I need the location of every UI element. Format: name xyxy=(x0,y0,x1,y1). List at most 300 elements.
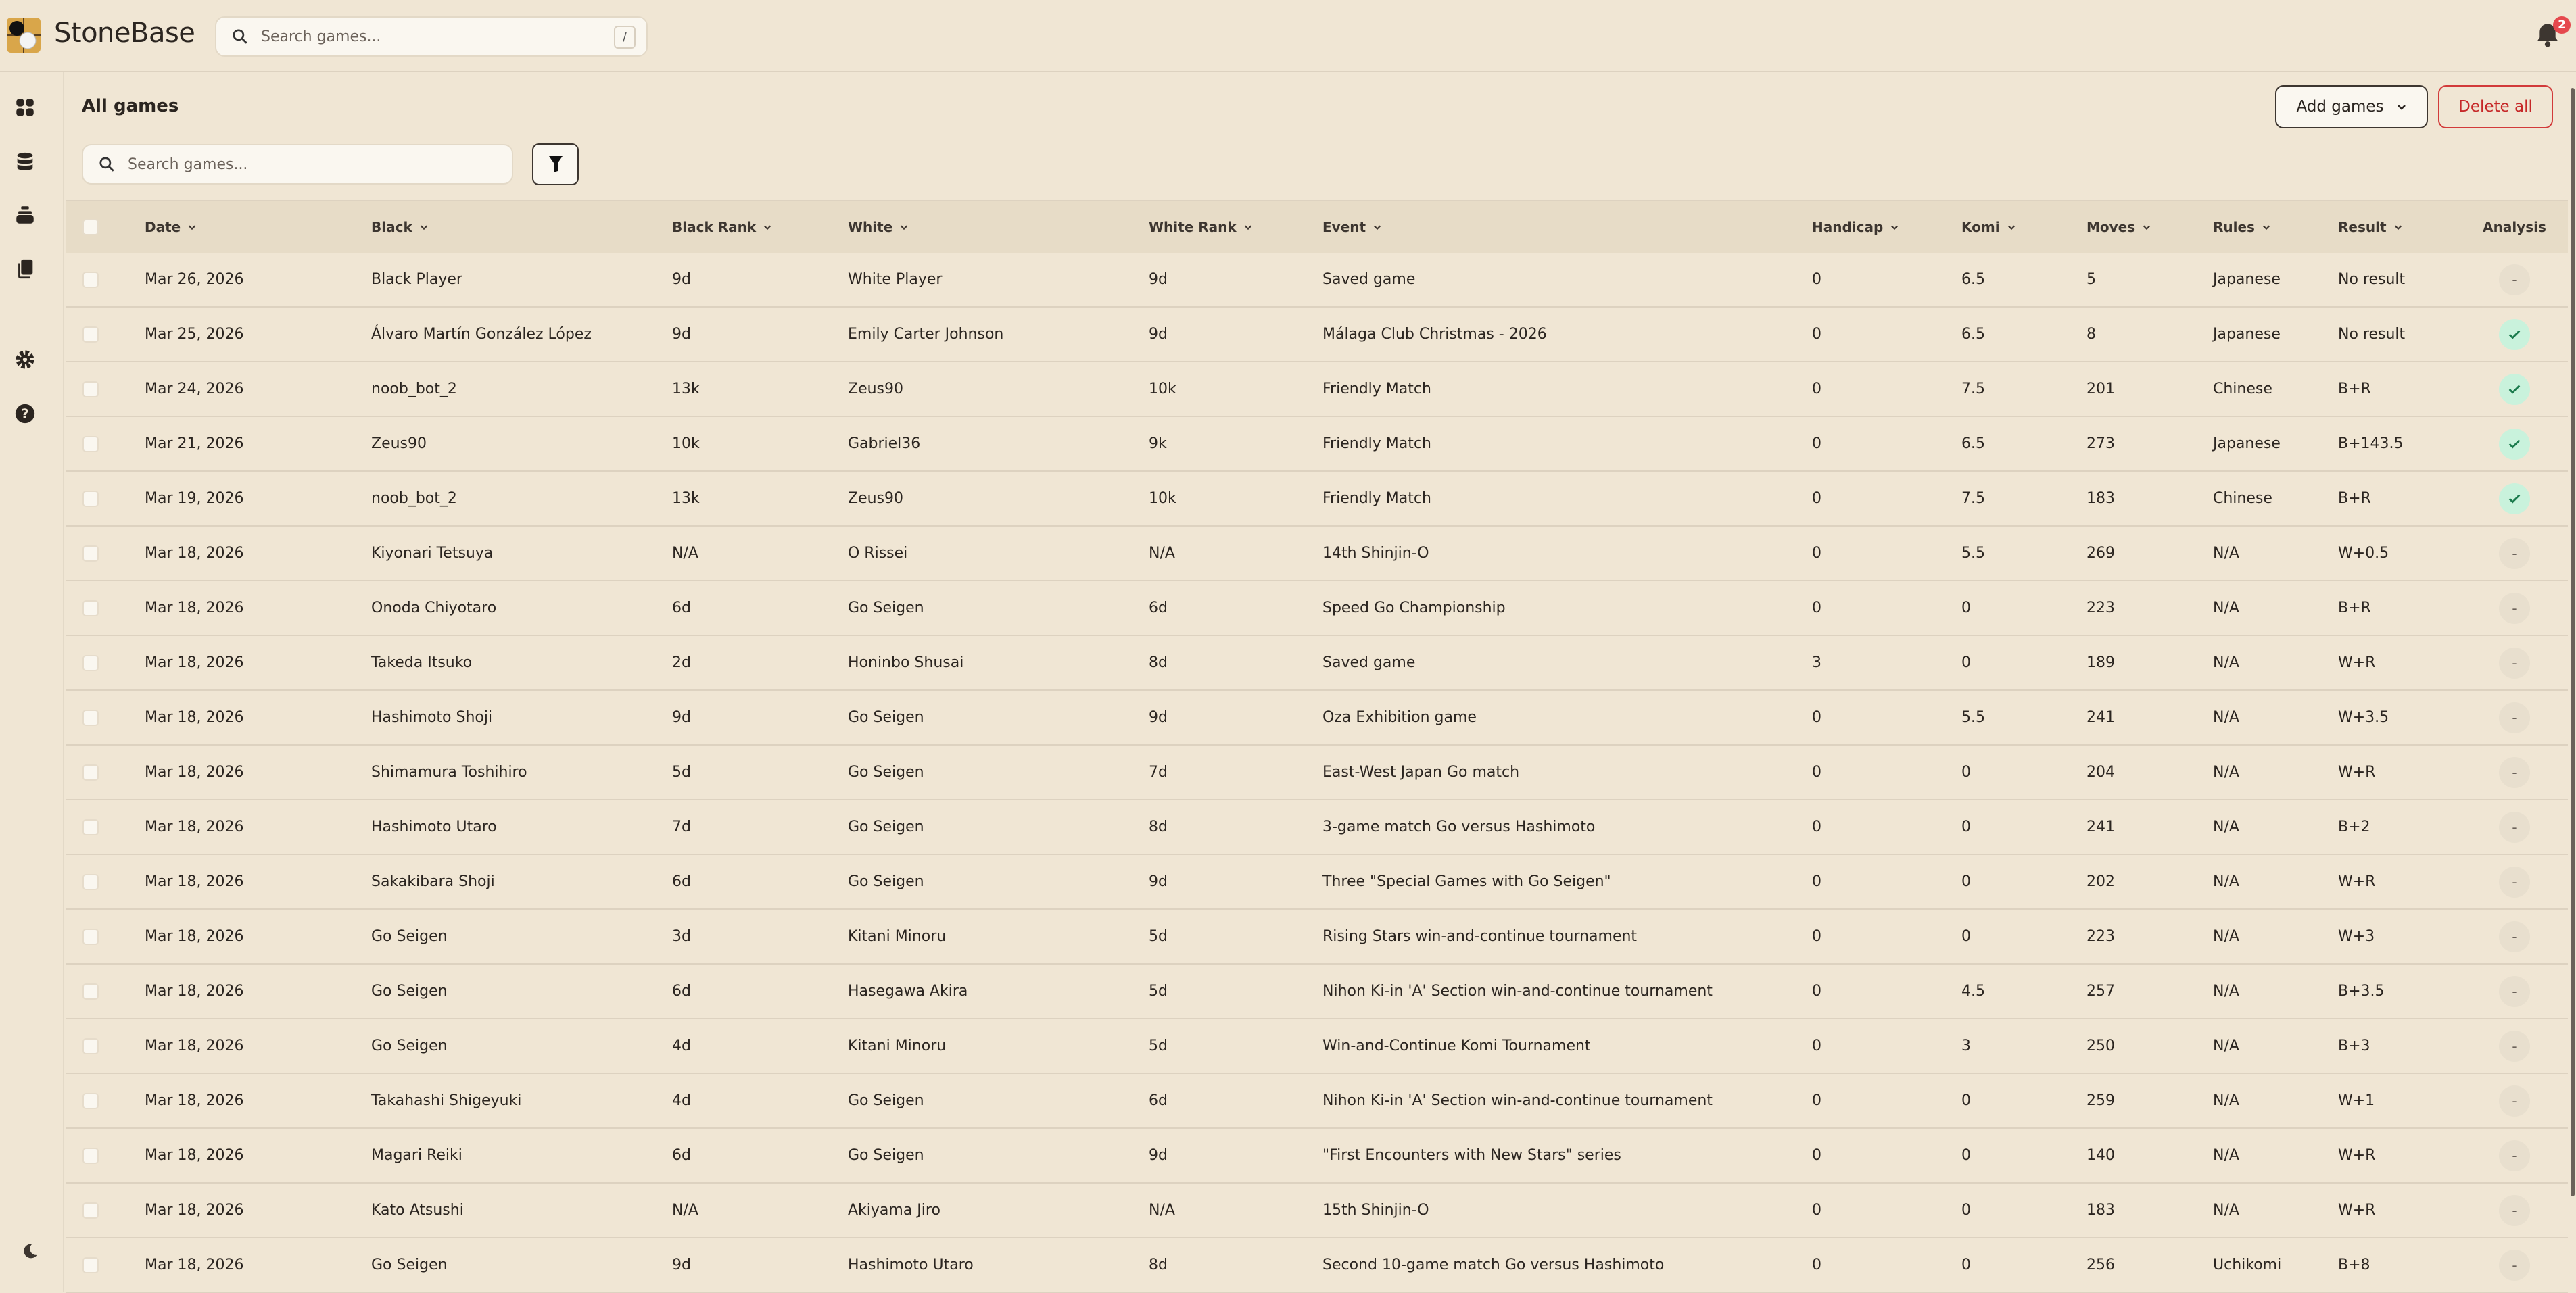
row-checkbox[interactable] xyxy=(82,1148,99,1164)
cell-black: Magari Reiki xyxy=(371,1147,462,1164)
cell-black-rank: 9d xyxy=(672,271,691,288)
cell-rules: Japanese xyxy=(2213,326,2281,343)
row-checkbox[interactable] xyxy=(82,929,99,945)
cell-white-rank: N/A xyxy=(1149,545,1175,562)
table-row[interactable] xyxy=(66,417,2568,472)
cell-white-rank: 5d xyxy=(1149,1038,1168,1054)
column-header-komi[interactable] xyxy=(1961,219,2086,235)
cell-black-rank: 6d xyxy=(672,873,691,890)
analysis-none-badge: - xyxy=(2499,867,2530,898)
cell-black: Takahashi Shigeyuki xyxy=(371,1092,522,1109)
cell-result: B+8 xyxy=(2338,1257,2370,1273)
row-checkbox[interactable] xyxy=(82,710,99,726)
column-header-black[interactable] xyxy=(371,219,672,235)
cell-rules: Chinese xyxy=(2213,490,2272,507)
cell-date: Mar 18, 2026 xyxy=(145,819,244,835)
cell-black: Go Seigen xyxy=(371,928,448,945)
cell-white: Zeus90 xyxy=(848,381,904,397)
cell-black: noob_bot_2 xyxy=(371,490,457,507)
cell-komi: 5.5 xyxy=(1961,709,1985,726)
column-header-moves[interactable] xyxy=(2086,219,2213,235)
cell-event: Win-and-Continue Komi Tournament xyxy=(1322,1038,1591,1054)
cell-white: Hasegawa Akira xyxy=(848,983,968,1000)
cell-white-rank: 10k xyxy=(1149,381,1176,397)
check-icon xyxy=(2507,382,2522,397)
cell-white: Go Seigen xyxy=(848,764,924,781)
cell-black: Onoda Chiyotaro xyxy=(371,600,497,616)
games-search-input[interactable] xyxy=(128,156,512,173)
cell-result: W+3.5 xyxy=(2338,709,2389,726)
cell-handicap: 0 xyxy=(1812,600,1821,616)
cell-moves: 273 xyxy=(2086,435,2115,452)
cell-handicap: 0 xyxy=(1812,928,1821,945)
table-row[interactable] xyxy=(66,1184,2568,1238)
cell-black-rank: 9d xyxy=(672,1257,691,1273)
cell-event: Friendly Match xyxy=(1322,490,1431,507)
cell-white: O Rissei xyxy=(848,545,908,562)
cell-rules: N/A xyxy=(2213,600,2239,616)
row-checkbox[interactable] xyxy=(82,983,99,1000)
cell-black-rank: 10k xyxy=(672,435,700,452)
cell-rules: Uchikomi xyxy=(2213,1257,2282,1273)
table-row[interactable] xyxy=(66,1238,2568,1293)
column-header-event[interactable] xyxy=(1322,219,1812,235)
sort-chevron-icon xyxy=(1243,222,1253,232)
cell-result: No result xyxy=(2338,326,2406,343)
copy-icon[interactable] xyxy=(14,258,37,280)
row-checkbox[interactable] xyxy=(82,1257,99,1273)
cell-moves: 256 xyxy=(2086,1257,2115,1273)
cell-moves: 204 xyxy=(2086,764,2115,781)
cell-black: Black Player xyxy=(371,271,462,288)
analysis-none-badge: - xyxy=(2499,1085,2530,1117)
cell-date: Mar 24, 2026 xyxy=(145,381,244,397)
cell-date: Mar 18, 2026 xyxy=(145,709,244,726)
cell-handicap: 0 xyxy=(1812,1202,1821,1219)
cell-result: B+143.5 xyxy=(2338,435,2404,452)
cell-komi: 3 xyxy=(1961,1038,1971,1054)
cell-moves: 269 xyxy=(2086,545,2115,562)
column-header-rules[interactable] xyxy=(2213,219,2338,235)
cell-black: Kato Atsushi xyxy=(371,1202,464,1219)
cell-handicap: 0 xyxy=(1812,1257,1821,1273)
cell-black-rank: 6d xyxy=(672,1147,691,1164)
cell-event: East-West Japan Go match xyxy=(1322,764,1520,781)
cell-white-rank: 7d xyxy=(1149,764,1168,781)
row-checkbox[interactable] xyxy=(82,381,99,397)
cell-black: Sakakibara Shoji xyxy=(371,873,495,890)
column-header-white[interactable] xyxy=(848,219,1149,235)
cell-handicap: 0 xyxy=(1812,983,1821,1000)
column-header-label: Black xyxy=(371,219,412,235)
cell-rules: N/A xyxy=(2213,764,2239,781)
cell-rules: N/A xyxy=(2213,1092,2239,1109)
page-title: All games xyxy=(82,96,179,116)
analysis-none-badge: - xyxy=(2499,1140,2530,1171)
help-icon[interactable] xyxy=(14,402,37,425)
cell-komi: 0 xyxy=(1961,654,1971,671)
table-row[interactable] xyxy=(66,527,2568,581)
games-search[interactable] xyxy=(82,144,513,185)
cell-result: W+R xyxy=(2338,654,2376,671)
cell-date: Mar 18, 2026 xyxy=(145,764,244,781)
dashboard-icon[interactable] xyxy=(14,96,37,119)
delete-all-button[interactable]: Delete all xyxy=(2438,85,2553,128)
cell-result: W+3 xyxy=(2338,928,2375,945)
cell-rules: N/A xyxy=(2213,709,2239,726)
cell-result: No result xyxy=(2338,271,2406,288)
cell-date: Mar 18, 2026 xyxy=(145,873,244,890)
cell-komi: 0 xyxy=(1961,1147,1971,1164)
cell-result: B+3.5 xyxy=(2338,983,2385,1000)
cell-black-rank: 3d xyxy=(672,928,691,945)
cell-black: Takeda Itsuko xyxy=(371,654,473,671)
column-header-label: White Rank xyxy=(1149,219,1237,235)
sidebar xyxy=(0,72,64,1292)
column-header-label: Rules xyxy=(2213,219,2255,235)
cell-black-rank: 6d xyxy=(672,600,691,616)
cell-black-rank: 2d xyxy=(672,654,691,671)
sort-chevron-icon xyxy=(419,222,429,232)
cell-result: B+2 xyxy=(2338,819,2370,835)
row-checkbox[interactable] xyxy=(82,436,99,452)
filter-icon xyxy=(548,155,564,174)
notification-count-badge: 2 xyxy=(2553,16,2571,34)
analysis-none-badge: - xyxy=(2499,921,2530,952)
analysis-none-badge: - xyxy=(2499,538,2530,569)
cell-rules: Chinese xyxy=(2213,381,2272,397)
analysis-none-badge: - xyxy=(2499,1250,2530,1281)
global-search[interactable] xyxy=(215,16,648,57)
cell-white: Honinbo Shusai xyxy=(848,654,964,671)
sort-chevron-icon xyxy=(899,222,909,232)
row-checkbox[interactable] xyxy=(82,764,99,781)
cell-rules: N/A xyxy=(2213,1202,2239,1219)
analysis-none-badge: - xyxy=(2499,593,2530,624)
table-row[interactable] xyxy=(66,1019,2568,1074)
cell-black: Go Seigen xyxy=(371,983,448,1000)
add-games-button[interactable] xyxy=(2275,85,2428,128)
filter-button[interactable] xyxy=(532,143,579,185)
analysis-none-badge: - xyxy=(2499,1195,2530,1226)
cell-date: Mar 25, 2026 xyxy=(145,326,244,343)
cell-white-rank: 5d xyxy=(1149,928,1168,945)
cell-moves: 189 xyxy=(2086,654,2115,671)
table-row[interactable] xyxy=(66,1074,2568,1129)
cell-black: Go Seigen xyxy=(371,1257,448,1273)
cell-komi: 0 xyxy=(1961,819,1971,835)
cell-white: Akiyama Jiro xyxy=(848,1202,940,1219)
cell-komi: 0 xyxy=(1961,764,1971,781)
cell-white-rank: 10k xyxy=(1149,490,1176,507)
row-checkbox[interactable] xyxy=(82,1093,99,1109)
cell-event: Nihon Ki-in 'A' Section win-and-continue tournament xyxy=(1322,1092,1713,1109)
cell-komi: 6.5 xyxy=(1961,326,1985,343)
cell-white: Gabriel36 xyxy=(848,435,921,452)
cell-date: Mar 18, 2026 xyxy=(145,1092,244,1109)
cell-komi: 4.5 xyxy=(1961,983,1985,1000)
cell-white-rank: 8d xyxy=(1149,1257,1168,1273)
cell-handicap: 0 xyxy=(1812,873,1821,890)
sort-chevron-icon xyxy=(2142,222,2151,232)
table-row[interactable] xyxy=(66,910,2568,965)
cell-black: Hashimoto Shoji xyxy=(371,709,493,726)
cell-black-rank: 7d xyxy=(672,819,691,835)
cell-white-rank: 6d xyxy=(1149,600,1168,616)
column-header-analysis[interactable] xyxy=(2483,219,2546,235)
cell-black: noob_bot_2 xyxy=(371,381,457,397)
cell-komi: 0 xyxy=(1961,600,1971,616)
cell-moves: 250 xyxy=(2086,1038,2115,1054)
cell-rules: N/A xyxy=(2213,1038,2239,1054)
cell-rules: Japanese xyxy=(2213,271,2281,288)
cell-event: Friendly Match xyxy=(1322,435,1431,452)
cell-handicap: 3 xyxy=(1812,654,1821,671)
cell-komi: 7.5 xyxy=(1961,490,1985,507)
cell-date: Mar 18, 2026 xyxy=(145,928,244,945)
cell-event: Saved game xyxy=(1322,271,1416,288)
row-checkbox[interactable] xyxy=(82,1202,99,1219)
cell-handicap: 0 xyxy=(1812,1092,1821,1109)
cell-handicap: 0 xyxy=(1812,490,1821,507)
cell-rules: N/A xyxy=(2213,928,2239,945)
cell-white: Go Seigen xyxy=(848,873,924,890)
cell-white-rank: 6d xyxy=(1149,1092,1168,1109)
cell-date: Mar 18, 2026 xyxy=(145,545,244,562)
games-table xyxy=(66,200,2568,1293)
cell-result: B+R xyxy=(2338,381,2371,397)
cell-event: Rising Stars win-and-continue tournament xyxy=(1322,928,1638,945)
check-icon xyxy=(2507,437,2522,452)
cell-date: Mar 18, 2026 xyxy=(145,654,244,671)
top-bar xyxy=(0,0,2576,72)
cell-white: Kitani Minoru xyxy=(848,1038,947,1054)
cell-handicap: 0 xyxy=(1812,381,1821,397)
row-checkbox[interactable] xyxy=(82,491,99,507)
cell-komi: 7.5 xyxy=(1961,381,1985,397)
cell-white-rank: 9d xyxy=(1149,326,1168,343)
cell-white: Go Seigen xyxy=(848,819,924,835)
table-row[interactable] xyxy=(66,1129,2568,1184)
cell-white-rank: 9d xyxy=(1149,873,1168,890)
cell-date: Mar 21, 2026 xyxy=(145,435,244,452)
sort-chevron-icon xyxy=(2393,222,2403,232)
database-icon[interactable] xyxy=(14,151,37,174)
cell-white: Emily Carter Johnson xyxy=(848,326,1004,343)
cell-date: Mar 19, 2026 xyxy=(145,490,244,507)
column-header-label: Date xyxy=(145,219,181,235)
row-checkbox[interactable] xyxy=(82,600,99,616)
cell-event: Málaga Club Christmas - 2026 xyxy=(1322,326,1547,343)
analysis-none-badge: - xyxy=(2499,976,2530,1007)
cell-date: Mar 18, 2026 xyxy=(145,1147,244,1164)
cell-result: B+R xyxy=(2338,490,2371,507)
search-icon xyxy=(231,28,249,45)
cell-handicap: 0 xyxy=(1812,1147,1821,1164)
cell-white: Zeus90 xyxy=(848,490,904,507)
cell-black-rank: 13k xyxy=(672,381,700,397)
select-all-checkbox[interactable] xyxy=(82,219,99,235)
cell-black-rank: 5d xyxy=(672,764,691,781)
cell-black-rank: 6d xyxy=(672,983,691,1000)
check-icon xyxy=(2507,491,2522,506)
cell-moves: 140 xyxy=(2086,1147,2115,1164)
cell-black-rank: 4d xyxy=(672,1038,691,1054)
cell-komi: 6.5 xyxy=(1961,271,1985,288)
analysis-done-badge xyxy=(2499,429,2530,460)
column-header-result[interactable] xyxy=(2338,219,2461,235)
sort-chevron-icon xyxy=(187,222,197,232)
cell-black: Shimamura Toshihiro xyxy=(371,764,527,781)
row-checkbox[interactable] xyxy=(82,326,99,343)
cell-result: W+R xyxy=(2338,1202,2376,1219)
analysis-none-badge: - xyxy=(2499,264,2530,295)
table-row[interactable] xyxy=(66,691,2568,746)
cell-date: Mar 18, 2026 xyxy=(145,600,244,616)
cell-handicap: 0 xyxy=(1812,819,1821,835)
settings-icon[interactable] xyxy=(14,348,37,371)
cell-moves: 201 xyxy=(2086,381,2115,397)
moon-icon[interactable] xyxy=(20,1242,39,1261)
cell-rules: Japanese xyxy=(2213,435,2281,452)
cell-white-rank: 8d xyxy=(1149,654,1168,671)
column-header-white-rank[interactable] xyxy=(1149,219,1322,235)
analysis-done-badge xyxy=(2499,483,2530,514)
cell-result: W+1 xyxy=(2338,1092,2375,1109)
cell-white-rank: 9k xyxy=(1149,435,1167,452)
row-checkbox[interactable] xyxy=(82,819,99,835)
cell-event: Speed Go Championship xyxy=(1322,600,1506,616)
analysis-done-badge xyxy=(2499,374,2530,405)
table-row[interactable] xyxy=(66,636,2568,691)
analysis-none-badge: - xyxy=(2499,702,2530,733)
search-shortcut-hint: / xyxy=(614,26,636,49)
cell-event: "First Encounters with New Stars" series xyxy=(1322,1147,1621,1164)
cell-rules: N/A xyxy=(2213,983,2239,1000)
table-row[interactable] xyxy=(66,855,2568,910)
cell-result: W+0.5 xyxy=(2338,545,2389,562)
analysis-none-badge: - xyxy=(2499,648,2530,679)
cell-event: Second 10-game match Go versus Hashimoto xyxy=(1322,1257,1665,1273)
cell-handicap: 0 xyxy=(1812,326,1821,343)
cell-moves: 183 xyxy=(2086,490,2115,507)
table-row[interactable] xyxy=(66,253,2568,308)
cell-handicap: 0 xyxy=(1812,435,1821,452)
cell-white: Go Seigen xyxy=(848,709,924,726)
row-checkbox[interactable] xyxy=(82,272,99,288)
table-row[interactable] xyxy=(66,362,2568,417)
stack-icon[interactable] xyxy=(14,203,37,226)
cell-date: Mar 18, 2026 xyxy=(145,983,244,1000)
cell-komi: 0 xyxy=(1961,1257,1971,1273)
cell-black: Go Seigen xyxy=(371,1038,448,1054)
cell-moves: 202 xyxy=(2086,873,2115,890)
stonebase-logo-icon[interactable] xyxy=(7,18,41,53)
add-games-label: Add games xyxy=(2296,98,2384,116)
cell-date: Mar 26, 2026 xyxy=(145,271,244,288)
cell-event: Friendly Match xyxy=(1322,381,1431,397)
table-row[interactable] xyxy=(66,308,2568,362)
cell-moves: 5 xyxy=(2086,271,2096,288)
cell-white: Go Seigen xyxy=(848,1092,924,1109)
cell-white-rank: 8d xyxy=(1149,819,1168,835)
column-header-handicap[interactable] xyxy=(1812,219,1961,235)
cell-rules: N/A xyxy=(2213,873,2239,890)
table-row[interactable] xyxy=(66,746,2568,800)
cell-black: Zeus90 xyxy=(371,435,427,452)
cell-komi: 0 xyxy=(1961,928,1971,945)
cell-white: Hashimoto Utaro xyxy=(848,1257,974,1273)
global-search-input[interactable] xyxy=(261,28,646,45)
cell-black-rank: 9d xyxy=(672,326,691,343)
cell-rules: N/A xyxy=(2213,545,2239,562)
row-checkbox[interactable] xyxy=(82,545,99,562)
cell-moves: 183 xyxy=(2086,1202,2115,1219)
scrollbar[interactable] xyxy=(2571,88,2575,1196)
table-row[interactable] xyxy=(66,965,2568,1019)
cell-white: Kitani Minoru xyxy=(848,928,947,945)
cell-komi: 5.5 xyxy=(1961,545,1985,562)
table-row[interactable] xyxy=(66,800,2568,855)
column-header-label: White xyxy=(848,219,893,235)
cell-komi: 0 xyxy=(1961,1092,1971,1109)
cell-moves: 257 xyxy=(2086,983,2115,1000)
cell-komi: 0 xyxy=(1961,873,1971,890)
row-checkbox[interactable] xyxy=(82,1038,99,1054)
cell-komi: 6.5 xyxy=(1961,435,1985,452)
cell-moves: 223 xyxy=(2086,928,2115,945)
check-icon xyxy=(2507,327,2522,342)
cell-date: Mar 18, 2026 xyxy=(145,1038,244,1054)
cell-black: Kiyonari Tetsuya xyxy=(371,545,494,562)
cell-event: Oza Exhibition game xyxy=(1322,709,1477,726)
cell-handicap: 0 xyxy=(1812,271,1821,288)
sort-chevron-icon xyxy=(2262,222,2271,232)
column-header-date[interactable] xyxy=(145,219,371,235)
cell-white: White Player xyxy=(848,271,943,288)
column-header-label: Handicap xyxy=(1812,219,1884,235)
column-header-label: Analysis xyxy=(2483,219,2546,235)
search-icon xyxy=(98,155,116,173)
cell-black-rank: 13k xyxy=(672,490,700,507)
cell-black-rank: 9d xyxy=(672,709,691,726)
table-row[interactable] xyxy=(66,581,2568,636)
cell-moves: 8 xyxy=(2086,326,2096,343)
table-header xyxy=(66,200,2568,253)
cell-event: Three "Special Games with Go Seigen" xyxy=(1322,873,1611,890)
cell-moves: 259 xyxy=(2086,1092,2115,1109)
cell-event: 14th Shinjin-O xyxy=(1322,545,1429,562)
cell-rules: N/A xyxy=(2213,654,2239,671)
cell-rules: N/A xyxy=(2213,1147,2239,1164)
sort-chevron-icon xyxy=(2007,222,2016,232)
column-header-label: Result xyxy=(2338,219,2387,235)
cell-result: W+R xyxy=(2338,873,2376,890)
row-checkbox[interactable] xyxy=(82,874,99,890)
cell-event: Nihon Ki-in 'A' Section win-and-continue tournament xyxy=(1322,983,1713,1000)
table-row[interactable] xyxy=(66,472,2568,527)
cell-white-rank: 9d xyxy=(1149,709,1168,726)
row-checkbox[interactable] xyxy=(82,655,99,671)
svg-text:?: ? xyxy=(21,406,29,422)
cell-moves: 241 xyxy=(2086,709,2115,726)
column-header-black-rank[interactable] xyxy=(672,219,848,235)
cell-black-rank: N/A xyxy=(672,545,698,562)
sort-chevron-icon xyxy=(763,222,772,232)
cell-handicap: 0 xyxy=(1812,1038,1821,1054)
cell-event: 3-game match Go versus Hashimoto xyxy=(1322,819,1596,835)
analysis-none-badge: - xyxy=(2499,1031,2530,1062)
